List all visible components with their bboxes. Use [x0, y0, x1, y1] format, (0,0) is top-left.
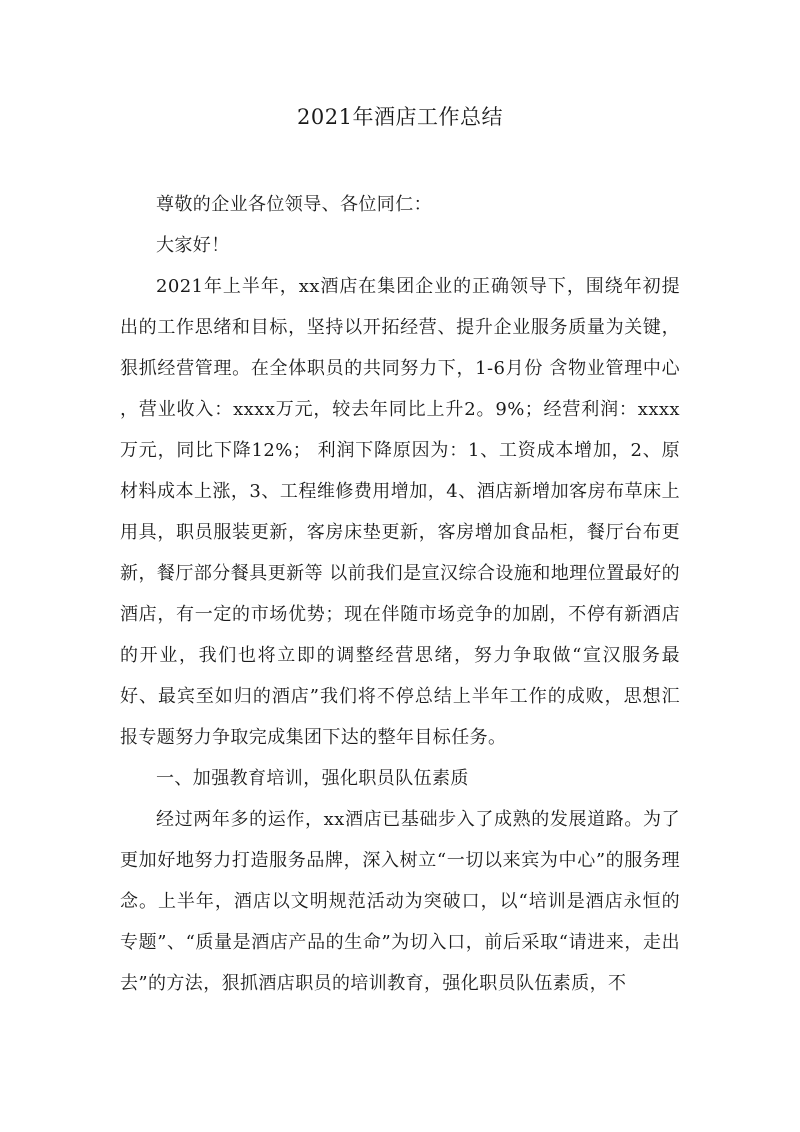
section-heading: 一、加强教育培训，强化职员队伍素质 — [156, 768, 469, 789]
greeting-paragraph: 大家好！ — [156, 235, 230, 256]
document-title: 2021年酒店工作总结 — [297, 105, 503, 129]
salutation-paragraph: 尊敬的企业各位领导、各位同仁： — [156, 194, 432, 215]
document-body — [120, 184, 680, 1004]
training-paragraph: 经过两年多的运作，xx酒店已基础步入了成熟的发展道路。为了更加好地努力打造服务品牌，深入树立“一切以来宾为中心”的服务理念。上半年，酒店以文明规范活动为突破口，以“培训是酒店永恒的专题”、“质量是酒店产品的生命”为切入口，前后采取“请进来，走出去”的方法，狠抓酒店职员的培训教育，强化职员队伍素质，不 — [120, 809, 680, 994]
summary-paragraph: 2021年上半年，xx酒店在集团企业的正确领导下，围绕年初提出的工作思绪和目标，坚持以开拓经营、提升企业服务质量为关键，狠抓经营管理。在全体职员的共同努力下，1-6月份 含物业管理中心 ，营业收入：xxxx万元，较去年同比上升2。9%；经营利润：xxxx万元，同比下降12%； 利润下降原因为：1、工资成本增加，2、原材料成本上涨，3、工程维修费用增加，4、酒店新增加客房布草床上用具，职员服装更新，客房床垫更新，客房增加食品柜，餐厅台布更新，餐厅部分餐具更新等 以前我们是宣汉综合设施和地理位置最好的酒店，有一定的市场优势；现在伴随市场竞争的加剧，不停有新酒店的开业，我们也将立即的调整经营思绪，努力争取做“宣汉服务最好、最宾至如归的酒店”我们将不停总结上半年工作的成败，思想汇报专题努力争取完成集团下达的整年目标任务。 — [120, 276, 680, 748]
